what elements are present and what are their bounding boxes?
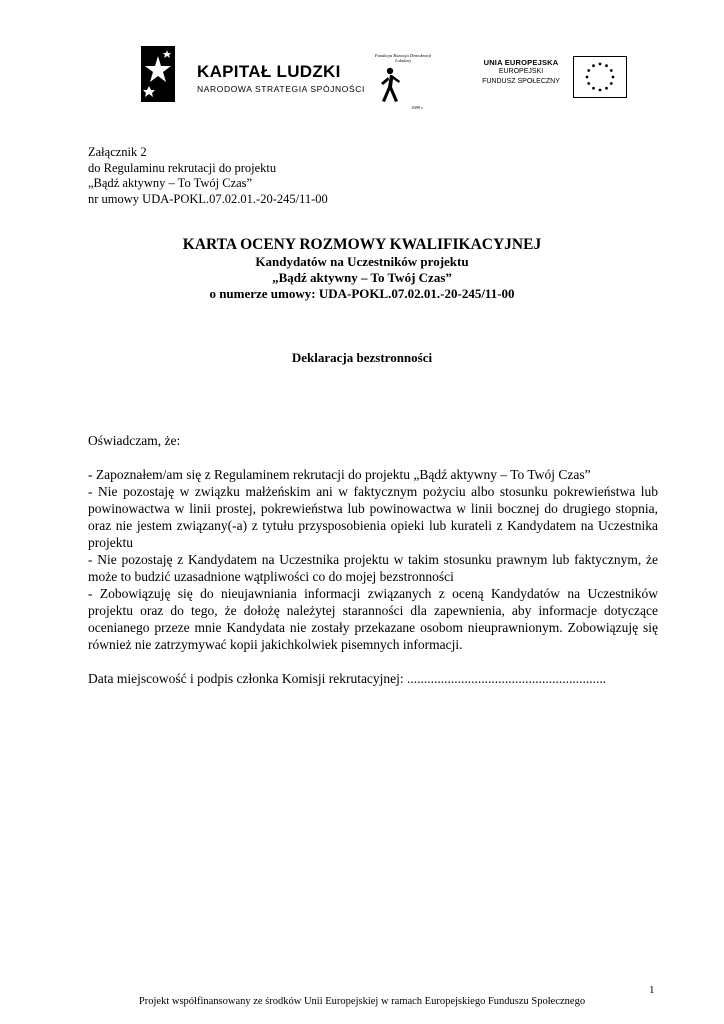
eu-logo-text <box>475 58 567 87</box>
foundation-name: Fundacja Rozwoju Demokracji Lokalnej <box>374 53 432 63</box>
document-title: KARTA OCENY ROZMOWY KWALIFIKACYJNEJ <box>182 236 542 253</box>
document-subtitle-1: Kandydatów na Uczestników projektu <box>255 254 469 269</box>
signature-line: Data miejscowość i podpis członka Komisji rekrutacyjnej: ........................................................... <box>88 671 607 686</box>
kapital-ludzki-subtitle: NARODOWA STRATEGIA SPÓJNOŚCI <box>197 84 365 94</box>
foundation-year: 1989 r. <box>411 105 424 110</box>
annex-line3: „Bądź aktywny – To Twój Czas” <box>88 176 253 190</box>
declaration-heading: Deklaracja bezstronności <box>291 350 433 365</box>
eu-flag-icon <box>573 56 627 98</box>
declaration-point: - Nie pozostaję w związku małżeńskim ani w faktycznym pożyciu albo stosunku pokrewieństwa lub powinowactwa w linii prostej, pokrewieństwa lub powinowactwa w linii bocznej do drugiego stopnia, oraz nie jestem związany(-a) z tytułu przysposobienia opieki lub kurateli z Kandydatem na Uczestnika projektu <box>88 484 658 550</box>
annex-reference <box>88 145 328 207</box>
page-number: 1 <box>649 984 655 996</box>
eu-logo-line2: EUROPEJSKI <box>498 68 544 75</box>
document-subtitle-2: „Bądź aktywny – To Twój Czas” <box>272 270 452 285</box>
declaration-point: - Nie pozostaję z Kandydatem na Uczestnika projektu w takim stosunku prawnym lub faktycznym, że może to budzić uzasadnione wątpliwości co do mojej bezstronności <box>88 552 658 584</box>
document-title-block <box>0 236 724 302</box>
kapital-ludzki-star-icon <box>141 46 175 102</box>
kapital-ludzki-title: KAPITAŁ LUDZKI <box>197 62 341 81</box>
kapital-ludzki-logo <box>141 46 365 106</box>
page-footer: Projekt współfinansowany ze środków Unii Europejskiej w ramach Europejskiego Funduszu Społecznego <box>138 996 586 1007</box>
logo-header <box>105 18 640 136</box>
document-subtitle-3: o numerze umowy: UDA-POKL.07.02.01.-20-245/11-00 <box>209 286 515 301</box>
foundation-logo <box>373 53 433 113</box>
declaration-point: - Zobowiązuję się do nieujawniania informacji związanych z oceną Kandydatów na Uczestników projektu oraz do tego, że dołożę należytej staranności dla zapewnienia, aby informacje dotyczące ocenianego przeze mnie Kandydata nie zostały przekazane osobom nieuprawnionym. Zobowiązuję się również nie zatrzymywać kopii jakichkolwiek pisemnych informacji. <box>88 586 658 652</box>
annex-line2: do Regulaminu rekrutacji do projektu <box>88 160 277 175</box>
eu-logo-line1: UNIA EUROPEJSKA <box>483 58 559 67</box>
annex-line4: nr umowy UDA-POKL.07.02.01.-20-245/11-00 <box>88 191 328 206</box>
declaration-point: - Zapoznałem/am się z Regulaminem rekrutacji do projektu „Bądź aktywny – To Twój Czas” <box>88 467 591 482</box>
declaration-intro: Oświadczam, że: <box>88 433 181 448</box>
eu-logo-line3: FUNDUSZ SPOŁECZNY <box>482 78 560 85</box>
annex-line1: Załącznik 2 <box>88 145 147 159</box>
walking-figure-icon <box>377 67 403 103</box>
declaration-points <box>88 466 658 653</box>
eu-logo <box>475 56 630 100</box>
